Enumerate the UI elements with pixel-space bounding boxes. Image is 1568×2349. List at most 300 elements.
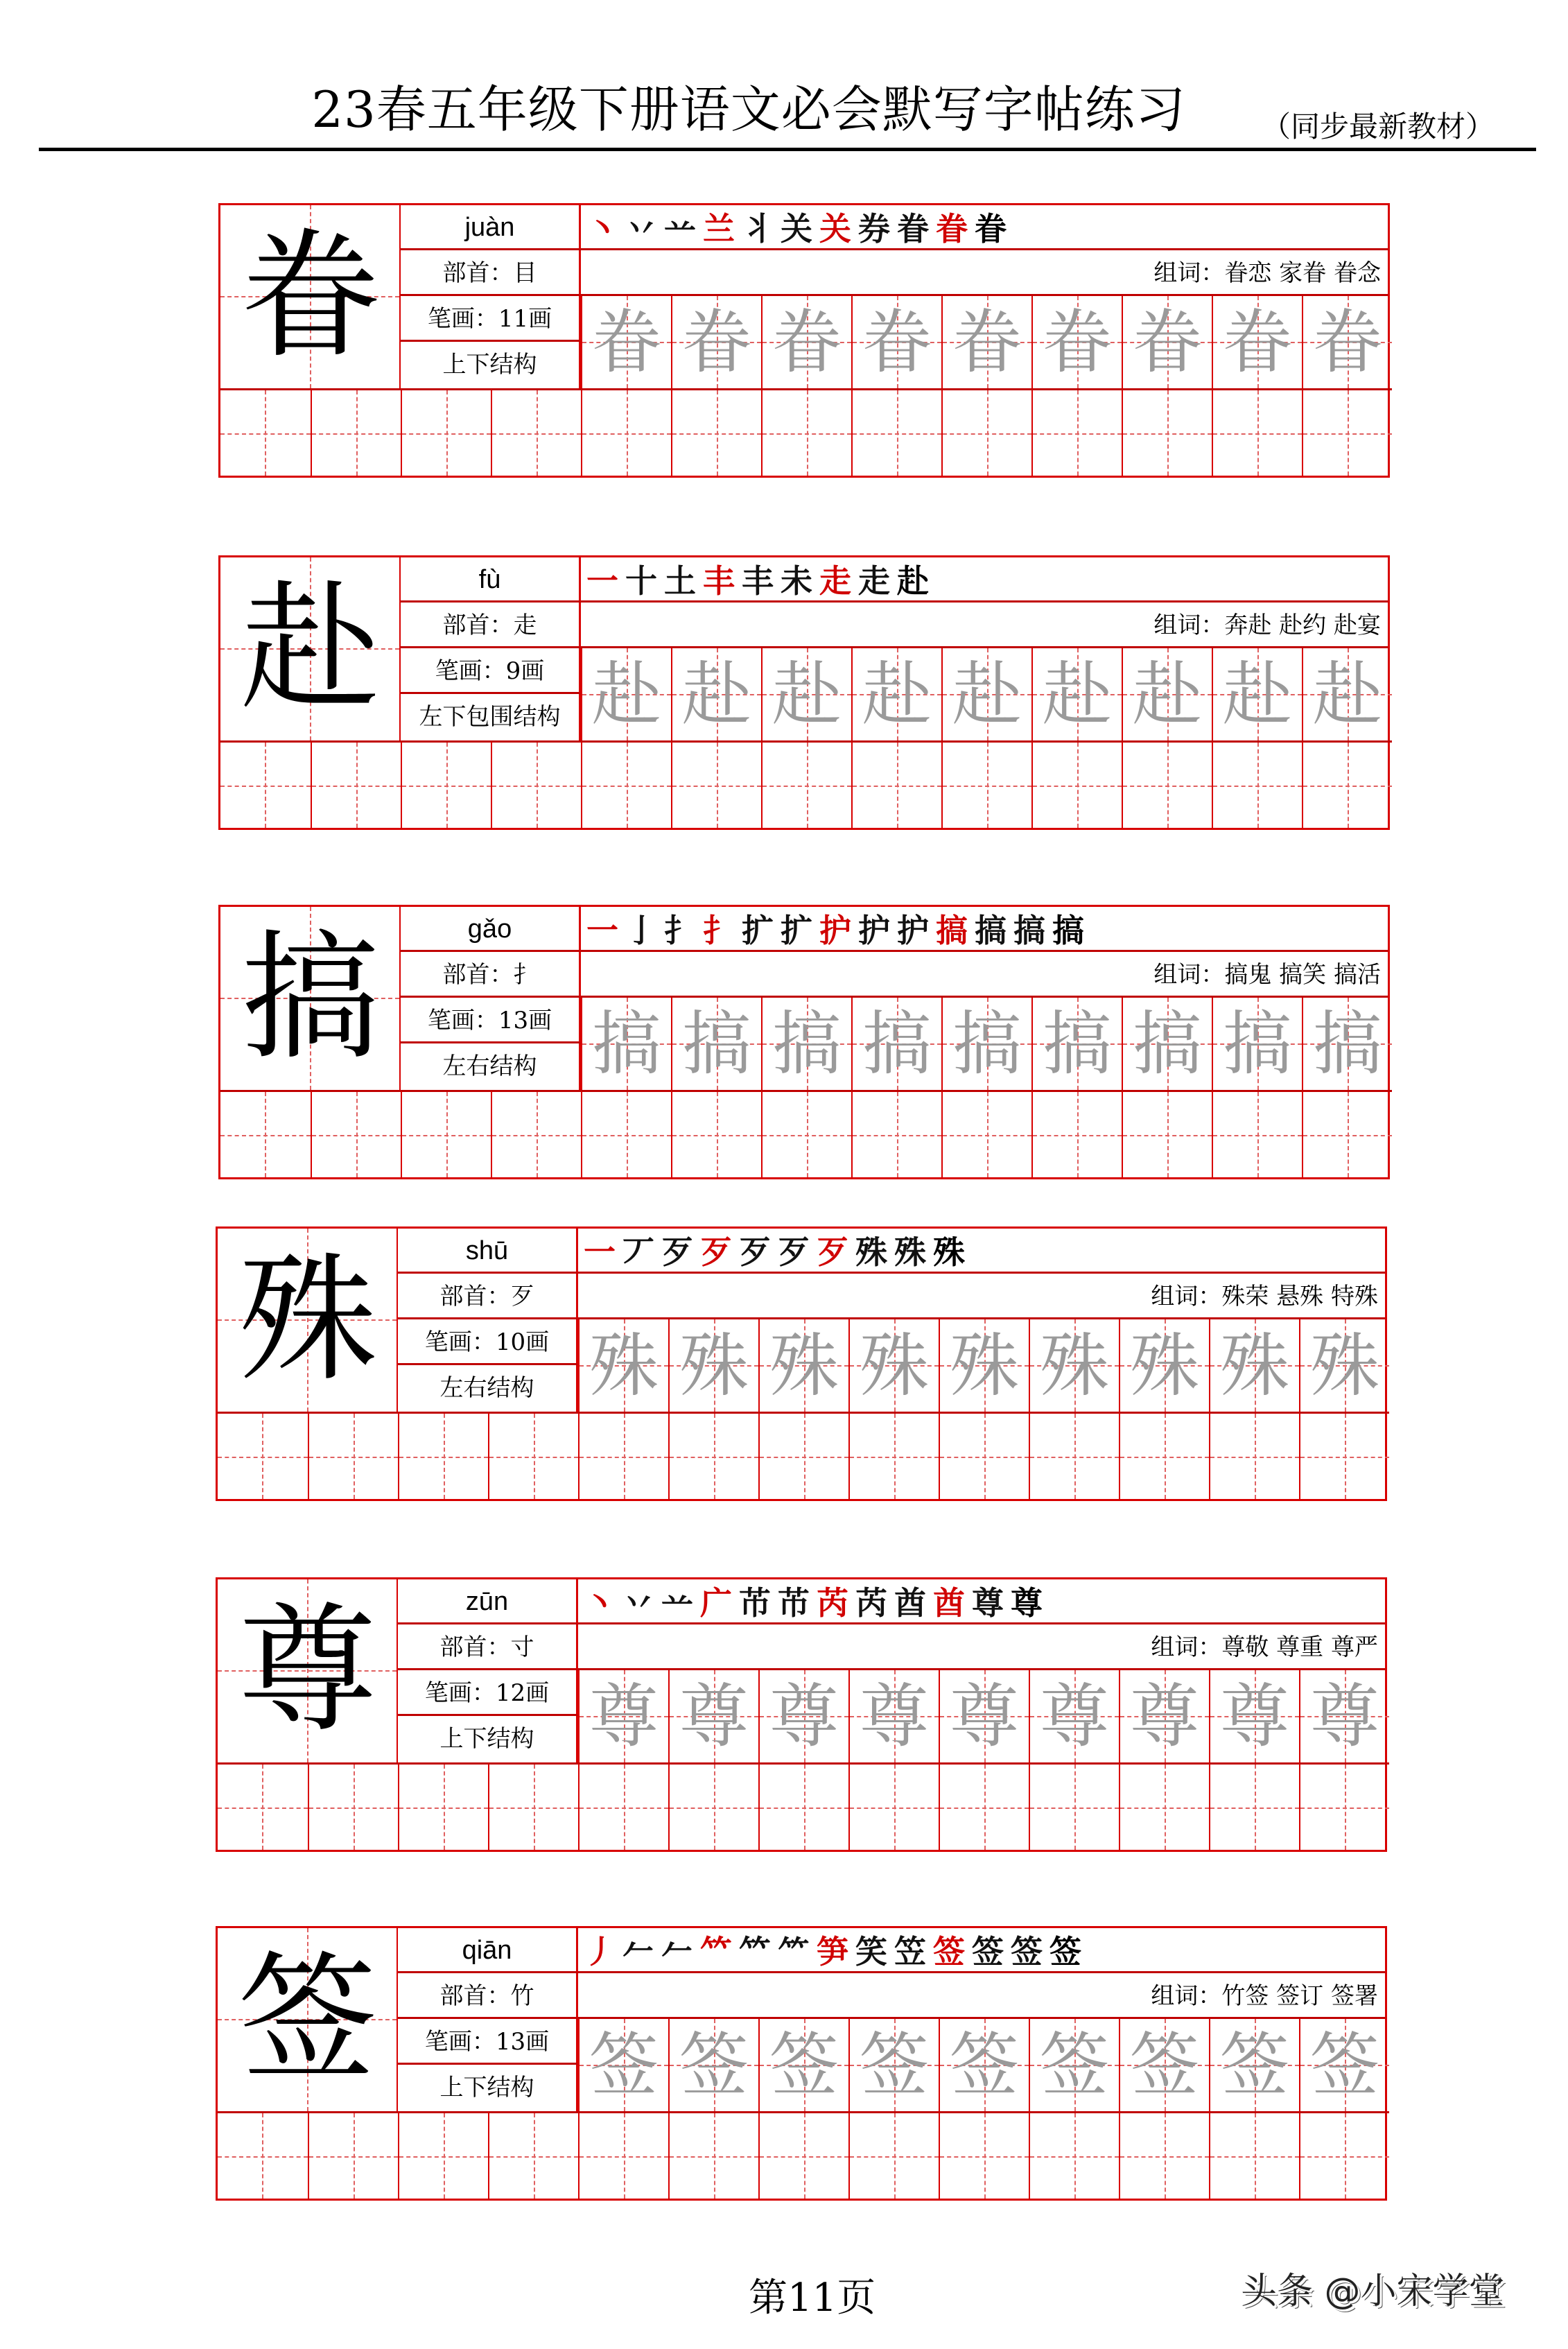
trace-character: 尊 bbox=[950, 1676, 1019, 1757]
character-block bbox=[216, 1926, 1387, 2201]
radical-label: 部首： bbox=[439, 1283, 511, 1310]
pinyin: juàn bbox=[464, 213, 515, 242]
stroke-step: 酋 bbox=[894, 1584, 926, 1622]
stroke-step: 土 bbox=[664, 562, 696, 600]
practice-cell[interactable] bbox=[308, 1412, 398, 1499]
info-cell bbox=[398, 1624, 578, 1670]
stroke-step: 歹 bbox=[817, 1233, 848, 1271]
practice-cell[interactable] bbox=[578, 1412, 668, 1499]
info-cell bbox=[398, 1928, 578, 1973]
trace-cell[interactable] bbox=[848, 1670, 939, 1762]
info-cell bbox=[398, 2065, 578, 2111]
stroke-step: 签 bbox=[972, 1933, 1004, 1970]
trace-cell[interactable] bbox=[578, 2019, 668, 2111]
info-cell bbox=[398, 1319, 578, 1365]
trace-character: 殊 bbox=[1130, 1325, 1199, 1406]
words-label: 组词： bbox=[1153, 259, 1225, 287]
practice-cell[interactable] bbox=[311, 1090, 401, 1177]
trace-character: 尊 bbox=[1040, 1676, 1109, 1757]
practice-cell[interactable] bbox=[401, 1090, 491, 1177]
stroke-order-row bbox=[581, 907, 1388, 952]
stroke-step: 搞 bbox=[1052, 912, 1084, 949]
trace-cell[interactable] bbox=[758, 2019, 848, 2111]
trace-cell[interactable] bbox=[941, 998, 1031, 1090]
watermark: 头条 @小宋学堂 bbox=[1241, 2271, 1505, 2312]
character-block bbox=[218, 203, 1390, 478]
info-cell bbox=[401, 342, 581, 388]
trace-cell[interactable] bbox=[1302, 648, 1392, 740]
practice-cell[interactable] bbox=[491, 1090, 581, 1177]
trace-cell[interactable] bbox=[758, 1319, 848, 1412]
stroke-step: 殊 bbox=[894, 1233, 926, 1271]
trace-cell[interactable] bbox=[939, 2019, 1029, 2111]
radical-label: 部首： bbox=[442, 612, 514, 639]
radical-label: 部首： bbox=[439, 1633, 511, 1661]
trace-cell[interactable] bbox=[848, 2019, 939, 2111]
word-examples bbox=[578, 1624, 1385, 1670]
practice-cell[interactable] bbox=[491, 388, 581, 476]
word-examples bbox=[578, 1973, 1385, 2019]
stroke-count: 笔画：13画 bbox=[427, 1007, 552, 1034]
trace-character: 搞 bbox=[862, 1003, 932, 1084]
trace-cell[interactable] bbox=[761, 648, 851, 740]
practice-cell[interactable] bbox=[1122, 740, 1212, 828]
practice-cell[interactable] bbox=[941, 1090, 1031, 1177]
trace-character: 眷 bbox=[862, 302, 932, 383]
stroke-step: 𠂉 bbox=[661, 1933, 693, 1970]
structure: 上下结构 bbox=[442, 351, 537, 379]
trace-cell[interactable] bbox=[668, 2019, 758, 2111]
practice-cell[interactable] bbox=[1029, 1762, 1119, 1850]
trace-cell[interactable] bbox=[581, 998, 671, 1090]
trace-character: 殊 bbox=[1310, 1325, 1379, 1406]
trace-cell[interactable] bbox=[939, 1670, 1029, 1762]
practice-cell[interactable] bbox=[1209, 1412, 1299, 1499]
practice-cell[interactable] bbox=[1212, 1090, 1302, 1177]
trace-cell[interactable] bbox=[1209, 1670, 1299, 1762]
trace-character: 搞 bbox=[682, 1003, 751, 1084]
practice-cell[interactable] bbox=[398, 2111, 488, 2199]
practice-cell[interactable] bbox=[1209, 2111, 1299, 2199]
stroke-step: 䒑 bbox=[661, 1584, 693, 1622]
stroke-step: 搞 bbox=[975, 912, 1007, 949]
practice-cell[interactable] bbox=[1122, 388, 1212, 476]
practice-cell[interactable] bbox=[1302, 1090, 1392, 1177]
trace-cell[interactable] bbox=[1299, 2019, 1389, 2111]
practice-cell[interactable] bbox=[1299, 1762, 1389, 1850]
trace-character: 赴 bbox=[1043, 654, 1112, 735]
practice-cell[interactable] bbox=[401, 740, 491, 828]
trace-character: 搞 bbox=[1133, 1003, 1202, 1084]
practice-cell[interactable] bbox=[671, 1090, 761, 1177]
words: 搞鬼 搞笑 搞活 bbox=[1224, 961, 1381, 989]
stroke-step: 丶 bbox=[586, 210, 618, 248]
info-cell bbox=[401, 998, 581, 1043]
practice-cell[interactable] bbox=[851, 388, 941, 476]
practice-cell[interactable] bbox=[851, 740, 941, 828]
page-title: 23春五年级下册语文必会默写字帖练习 bbox=[311, 80, 1186, 139]
structure: 左下包围结构 bbox=[419, 703, 561, 731]
trace-character: 签 bbox=[679, 2025, 749, 2106]
practice-cell[interactable] bbox=[761, 740, 851, 828]
trace-cell[interactable] bbox=[1212, 296, 1302, 388]
trace-cell[interactable] bbox=[1212, 998, 1302, 1090]
pinyin: shū bbox=[465, 1236, 509, 1265]
trace-cell[interactable] bbox=[1122, 648, 1212, 740]
trace-cell[interactable] bbox=[671, 998, 761, 1090]
words: 殊荣 悬殊 特殊 bbox=[1221, 1283, 1378, 1310]
practice-cell[interactable] bbox=[761, 1090, 851, 1177]
trace-character: 签 bbox=[769, 2025, 839, 2106]
trace-cell[interactable] bbox=[758, 1670, 848, 1762]
stroke-step: 芮 bbox=[817, 1584, 848, 1622]
stroke-step: 酋 bbox=[933, 1584, 965, 1622]
practice-cell[interactable] bbox=[311, 388, 401, 476]
practice-cell[interactable] bbox=[1119, 2111, 1209, 2199]
model-character-cell bbox=[218, 1579, 398, 1762]
trace-character: 尊 bbox=[860, 1676, 929, 1757]
stroke-step: 丷 bbox=[625, 210, 657, 248]
page-subtitle: （同步最新教材） bbox=[1262, 110, 1495, 144]
stroke-step: 护 bbox=[819, 912, 851, 949]
trace-character: 殊 bbox=[589, 1325, 659, 1406]
practice-cell[interactable] bbox=[671, 740, 761, 828]
practice-cell[interactable] bbox=[1029, 1412, 1119, 1499]
practice-cell[interactable] bbox=[671, 388, 761, 476]
practice-cell[interactable] bbox=[488, 1762, 578, 1850]
stroke-step: 护 bbox=[897, 912, 929, 949]
practice-cell[interactable] bbox=[1299, 1412, 1389, 1499]
stroke-step: 赴 bbox=[897, 562, 929, 600]
stroke-step: 一 bbox=[584, 1233, 616, 1271]
trace-cell[interactable] bbox=[1209, 1319, 1299, 1412]
trace-character: 眷 bbox=[772, 302, 842, 383]
trace-character: 签 bbox=[950, 2025, 1019, 2106]
info-cell bbox=[401, 296, 581, 342]
model-character-cell bbox=[218, 1229, 398, 1412]
trace-cell[interactable] bbox=[851, 998, 941, 1090]
trace-character: 搞 bbox=[592, 1003, 661, 1084]
practice-cell[interactable] bbox=[308, 2111, 398, 2199]
stroke-step: 丬 bbox=[742, 210, 774, 248]
trace-character: 眷 bbox=[1043, 302, 1112, 383]
trace-character: 尊 bbox=[1310, 1676, 1379, 1757]
info-cell bbox=[398, 1716, 578, 1762]
stroke-step: 歹 bbox=[778, 1233, 810, 1271]
trace-cell[interactable] bbox=[848, 1319, 939, 1412]
words-label: 组词： bbox=[1151, 1283, 1222, 1310]
stroke-step: 丰 bbox=[742, 562, 774, 600]
practice-cell[interactable] bbox=[308, 1762, 398, 1850]
stroke-step: 殊 bbox=[933, 1233, 965, 1271]
stroke-step: 丰 bbox=[703, 562, 735, 600]
trace-cell[interactable] bbox=[1029, 1670, 1119, 1762]
stroke-order-row bbox=[581, 205, 1388, 250]
pinyin: zūn bbox=[465, 1587, 509, 1616]
practice-cell[interactable] bbox=[1119, 1762, 1209, 1850]
practice-cell[interactable] bbox=[848, 1762, 939, 1850]
radical: 走 bbox=[513, 612, 537, 639]
word-examples bbox=[581, 603, 1388, 648]
practice-cell[interactable] bbox=[758, 2111, 848, 2199]
stroke-step: 券 bbox=[858, 210, 890, 248]
practice-cell[interactable] bbox=[1302, 388, 1392, 476]
practice-cell[interactable] bbox=[311, 740, 401, 828]
stroke-step: 护 bbox=[858, 912, 890, 949]
stroke-count: 笔画：9画 bbox=[435, 657, 545, 685]
trace-cell[interactable] bbox=[1299, 1670, 1389, 1762]
trace-cell[interactable] bbox=[1122, 998, 1212, 1090]
stroke-step: 未 bbox=[781, 562, 812, 600]
stroke-step: 扩 bbox=[742, 912, 774, 949]
practice-cell[interactable] bbox=[1031, 740, 1122, 828]
practice-cell[interactable] bbox=[848, 1412, 939, 1499]
stroke-step: 芇 bbox=[778, 1584, 810, 1622]
practice-cell[interactable] bbox=[1119, 1412, 1209, 1499]
trace-character: 签 bbox=[589, 2025, 659, 2106]
stroke-step: 𠂉 bbox=[622, 1933, 654, 1970]
practice-cell[interactable] bbox=[851, 1090, 941, 1177]
trace-cell[interactable] bbox=[761, 296, 851, 388]
stroke-order-row bbox=[578, 1928, 1385, 1973]
trace-character: 赴 bbox=[952, 654, 1022, 735]
practice-cell[interactable] bbox=[581, 1090, 671, 1177]
words: 尊敬 尊重 尊严 bbox=[1221, 1633, 1378, 1661]
words-label: 组词： bbox=[1153, 961, 1225, 989]
stroke-step: 一 bbox=[586, 562, 618, 600]
trace-cell[interactable] bbox=[1119, 1319, 1209, 1412]
info-cell bbox=[398, 2019, 578, 2065]
trace-character: 尊 bbox=[769, 1676, 839, 1757]
character-block bbox=[216, 1577, 1387, 1852]
stroke-step: 眷 bbox=[897, 210, 929, 248]
practice-cell[interactable] bbox=[488, 1412, 578, 1499]
stroke-step: 广 bbox=[700, 1584, 732, 1622]
trace-cell[interactable] bbox=[668, 1670, 758, 1762]
words: 奔赴 赴约 赴宴 bbox=[1224, 612, 1381, 639]
practice-cell[interactable] bbox=[668, 1762, 758, 1850]
trace-character: 赴 bbox=[862, 654, 932, 735]
trace-cell[interactable] bbox=[1029, 1319, 1119, 1412]
stroke-step: 签 bbox=[933, 1933, 965, 1970]
practice-cell[interactable] bbox=[1299, 2111, 1389, 2199]
trace-cell[interactable] bbox=[578, 1670, 668, 1762]
practice-cell[interactable] bbox=[218, 2111, 308, 2199]
trace-cell[interactable] bbox=[1119, 1670, 1209, 1762]
trace-cell[interactable] bbox=[1122, 296, 1212, 388]
practice-cell[interactable] bbox=[1302, 740, 1392, 828]
stroke-step: 𥫗 bbox=[739, 1933, 771, 1970]
word-examples bbox=[578, 1274, 1385, 1319]
practice-cell[interactable] bbox=[668, 2111, 758, 2199]
info-cell bbox=[401, 694, 581, 740]
radical: 寸 bbox=[510, 1633, 534, 1661]
trace-character: 搞 bbox=[1313, 1003, 1382, 1084]
practice-cell[interactable] bbox=[578, 2111, 668, 2199]
pinyin: qiān bbox=[462, 1936, 512, 1965]
stroke-count: 笔画：11画 bbox=[427, 305, 552, 333]
practice-cell[interactable] bbox=[1031, 1090, 1122, 1177]
model-character-cell bbox=[220, 205, 401, 388]
trace-cell[interactable] bbox=[941, 296, 1031, 388]
words-label: 组词： bbox=[1151, 1982, 1222, 2010]
stroke-step: 殊 bbox=[855, 1233, 887, 1271]
trace-cell[interactable] bbox=[1029, 2019, 1119, 2111]
trace-cell[interactable] bbox=[851, 648, 941, 740]
structure: 左右结构 bbox=[442, 1052, 537, 1080]
trace-cell[interactable] bbox=[1031, 296, 1122, 388]
structure: 上下结构 bbox=[439, 2074, 534, 2101]
stroke-order-row bbox=[578, 1579, 1385, 1624]
stroke-step: 丿 bbox=[584, 1933, 616, 1970]
radical-label: 部首： bbox=[439, 1982, 511, 2010]
stroke-step: 眷 bbox=[975, 210, 1007, 248]
trace-character: 赴 bbox=[1223, 654, 1292, 735]
practice-cell[interactable] bbox=[401, 388, 491, 476]
practice-cell[interactable] bbox=[398, 1762, 488, 1850]
stroke-step: 丆 bbox=[622, 1233, 654, 1271]
trace-character: 殊 bbox=[1220, 1325, 1289, 1406]
radical: 竹 bbox=[510, 1982, 534, 2010]
trace-character: 眷 bbox=[1313, 302, 1382, 383]
trace-character: 眷 bbox=[1223, 302, 1292, 383]
trace-cell[interactable] bbox=[1209, 2019, 1299, 2111]
trace-cell[interactable] bbox=[1031, 648, 1122, 740]
info-cell bbox=[398, 1973, 578, 2019]
trace-character: 眷 bbox=[952, 302, 1022, 383]
trace-cell[interactable] bbox=[1119, 2019, 1209, 2111]
trace-character: 赴 bbox=[772, 654, 842, 735]
info-cell bbox=[398, 1365, 578, 1412]
trace-character: 尊 bbox=[589, 1676, 659, 1757]
info-cell bbox=[401, 907, 581, 952]
practice-cell[interactable] bbox=[1212, 740, 1302, 828]
model-character: 签 bbox=[238, 1939, 377, 2100]
practice-cell[interactable] bbox=[220, 740, 311, 828]
trace-cell[interactable] bbox=[671, 648, 761, 740]
practice-cell[interactable] bbox=[398, 1412, 488, 1499]
stroke-order-row bbox=[581, 557, 1388, 603]
trace-cell[interactable] bbox=[1031, 998, 1122, 1090]
trace-character: 眷 bbox=[682, 302, 751, 383]
radical: 歹 bbox=[510, 1283, 534, 1310]
trace-cell[interactable] bbox=[851, 296, 941, 388]
practice-cell[interactable] bbox=[758, 1412, 848, 1499]
stroke-step: 歹 bbox=[739, 1233, 771, 1271]
info-cell bbox=[401, 250, 581, 296]
trace-character: 殊 bbox=[860, 1325, 929, 1406]
trace-cell[interactable] bbox=[939, 1319, 1029, 1412]
words-label: 组词： bbox=[1151, 1633, 1222, 1661]
model-character: 眷 bbox=[241, 216, 380, 377]
trace-character: 殊 bbox=[950, 1325, 1019, 1406]
practice-cell[interactable] bbox=[488, 2111, 578, 2199]
info-cell bbox=[401, 648, 581, 694]
practice-cell[interactable] bbox=[1029, 2111, 1119, 2199]
trace-character: 赴 bbox=[1313, 654, 1382, 735]
trace-character: 搞 bbox=[1223, 1003, 1292, 1084]
model-character: 尊 bbox=[238, 1590, 377, 1751]
trace-character: 签 bbox=[860, 2025, 929, 2106]
model-character: 搞 bbox=[241, 917, 380, 1079]
info-cell bbox=[401, 603, 581, 648]
trace-cell[interactable] bbox=[578, 1319, 668, 1412]
trace-cell[interactable] bbox=[1299, 1319, 1389, 1412]
practice-cell[interactable] bbox=[1122, 1090, 1212, 1177]
trace-cell[interactable] bbox=[581, 296, 671, 388]
trace-cell[interactable] bbox=[941, 648, 1031, 740]
practice-cell[interactable] bbox=[939, 1762, 1029, 1850]
practice-cell[interactable] bbox=[581, 388, 671, 476]
stroke-step: 歹 bbox=[700, 1233, 732, 1271]
practice-cell[interactable] bbox=[761, 388, 851, 476]
practice-cell[interactable] bbox=[848, 2111, 939, 2199]
practice-cell[interactable] bbox=[1212, 388, 1302, 476]
trace-cell[interactable] bbox=[1302, 296, 1392, 388]
stroke-step: 十 bbox=[625, 562, 657, 600]
practice-cell[interactable] bbox=[941, 388, 1031, 476]
pinyin: fù bbox=[478, 565, 501, 594]
stroke-count: 笔画：12画 bbox=[424, 1679, 550, 1707]
practice-cell[interactable] bbox=[581, 740, 671, 828]
trace-character: 尊 bbox=[1130, 1676, 1199, 1757]
trace-character: 签 bbox=[1130, 2025, 1199, 2106]
practice-cell[interactable] bbox=[1209, 1762, 1299, 1850]
stroke-order-row bbox=[578, 1229, 1385, 1274]
practice-cell[interactable] bbox=[491, 740, 581, 828]
stroke-step: 签 bbox=[1011, 1933, 1043, 1970]
practice-cell[interactable] bbox=[218, 1412, 308, 1499]
stroke-step: 尊 bbox=[1011, 1584, 1043, 1622]
info-cell bbox=[401, 1043, 581, 1090]
trace-character: 签 bbox=[1220, 2025, 1289, 2106]
trace-cell[interactable] bbox=[668, 1319, 758, 1412]
character-block bbox=[218, 555, 1390, 830]
stroke-step: 关 bbox=[781, 210, 812, 248]
practice-cell[interactable] bbox=[578, 1762, 668, 1850]
practice-cell[interactable] bbox=[220, 388, 311, 476]
practice-cell[interactable] bbox=[668, 1412, 758, 1499]
word-examples bbox=[581, 250, 1388, 296]
practice-cell[interactable] bbox=[218, 1762, 308, 1850]
stroke-count: 笔画：10画 bbox=[424, 1328, 550, 1356]
trace-cell[interactable] bbox=[761, 998, 851, 1090]
trace-cell[interactable] bbox=[1302, 998, 1392, 1090]
trace-cell[interactable] bbox=[671, 296, 761, 388]
trace-character: 搞 bbox=[772, 1003, 842, 1084]
practice-cell[interactable] bbox=[941, 740, 1031, 828]
radical-label: 部首： bbox=[442, 259, 514, 287]
info-cell bbox=[401, 557, 581, 603]
stroke-step: 亅 bbox=[625, 912, 657, 949]
stroke-step: 眷 bbox=[936, 210, 968, 248]
radical-label: 部首： bbox=[442, 961, 514, 989]
model-character-cell bbox=[220, 907, 401, 1090]
trace-cell[interactable] bbox=[1212, 648, 1302, 740]
stroke-step: 䒑 bbox=[664, 210, 696, 248]
character-block bbox=[218, 905, 1390, 1179]
words: 竹签 签订 签署 bbox=[1221, 1982, 1378, 2010]
practice-cell[interactable] bbox=[220, 1090, 311, 1177]
practice-cell[interactable] bbox=[1031, 388, 1122, 476]
trace-cell[interactable] bbox=[581, 648, 671, 740]
stroke-step: 一 bbox=[586, 912, 618, 949]
practice-cell[interactable] bbox=[939, 1412, 1029, 1499]
practice-cell[interactable] bbox=[758, 1762, 848, 1850]
practice-cell[interactable] bbox=[939, 2111, 1029, 2199]
structure: 上下结构 bbox=[439, 1725, 534, 1753]
stroke-step: 关 bbox=[819, 210, 851, 248]
